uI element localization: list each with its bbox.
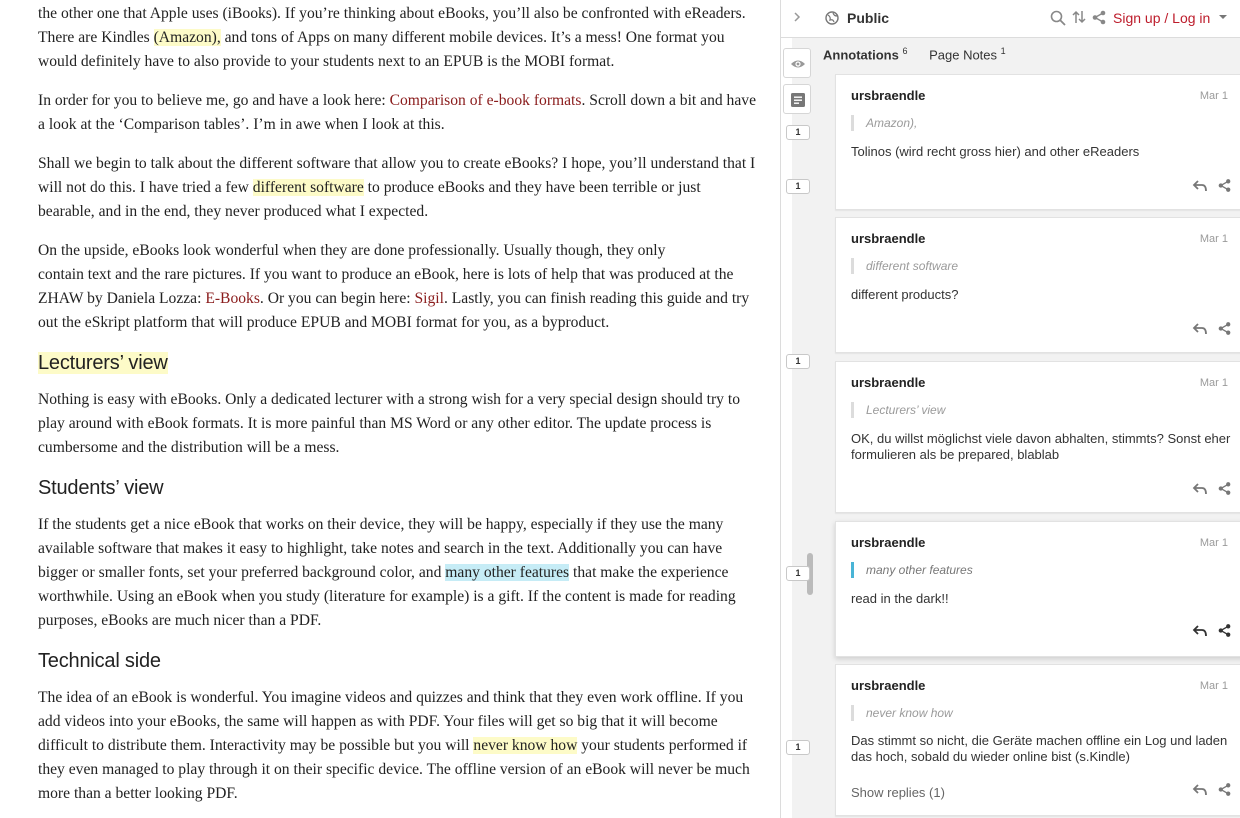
bucket-indicator[interactable]: 1: [786, 125, 810, 140]
annotation-card[interactable]: [835, 217, 1240, 353]
annotation-card[interactable]: [835, 361, 1240, 513]
show-highlights-button[interactable]: [783, 48, 811, 78]
annotation-quote: Amazon),: [851, 115, 917, 131]
share-icon[interactable]: [1092, 10, 1106, 30]
annotation-date[interactable]: Mar 1: [1199, 90, 1228, 102]
highlight[interactable]: never know how: [473, 737, 578, 754]
bucket-indicator[interactable]: 1: [786, 566, 810, 581]
share-icon[interactable]: [1218, 623, 1231, 643]
heading-lecturers: [38, 350, 760, 376]
bucket-indicator[interactable]: 1: [786, 354, 810, 369]
tab-annotations[interactable]: Annotations $^6$: [823, 46, 908, 63]
bucket-rail: [780, 38, 792, 818]
reply-icon[interactable]: [1192, 783, 1208, 802]
annotation-date[interactable]: Mar 1: [1199, 537, 1228, 549]
annotation-card[interactable]: [835, 74, 1240, 210]
sigil-link[interactable]: Sigil: [414, 290, 444, 307]
annotation-body: Das stimmt so nicht, die Geräte machen offline ein Log und laden das hoch, sobald du wieder online bist (s.Kindle): [851, 733, 1228, 764]
annotation-date[interactable]: Mar 1: [1199, 680, 1228, 692]
annotation-user[interactable]: ursbraendle: [851, 535, 926, 550]
share-icon[interactable]: [1218, 481, 1231, 501]
share-icon[interactable]: [1218, 321, 1231, 341]
show-replies-link[interactable]: Show replies (1): [851, 785, 945, 800]
paragraph: The idea of an eBook is wonderful. You imagine videos and quizzes and think that they even work offline. If you add videos into your eBooks, the same will happen as with PDF. Your files will get so big that it will become difficult to distribute them. Interactivity may be possible but you will never know how your students performed if they even managed to play through it on their specific device. The offline version of an eBook will never be much more than a better looking PDF.: [38, 689, 750, 802]
annotation-sidebar: [780, 0, 1240, 818]
annotation-quote: Lecturers’ view: [851, 402, 945, 418]
eye-icon: [790, 56, 806, 72]
annotation-user[interactable]: ursbraendle: [851, 678, 926, 693]
sort-icon[interactable]: [1072, 9, 1086, 30]
reply-icon[interactable]: [1192, 624, 1208, 643]
annotation-date[interactable]: Mar 1: [1199, 233, 1228, 245]
share-icon[interactable]: [1218, 178, 1231, 198]
annotation-body: different products?: [851, 287, 959, 302]
annotation-date[interactable]: Mar 1: [1199, 377, 1228, 389]
annotation-panel: [792, 38, 1240, 818]
new-page-note-button[interactable]: [783, 84, 811, 114]
paragraph: Shall we begin to talk about the different software that allow you to create eBooks? I hope, you’ll understand that I will not do this. I have tried a few different software to produce eBooks and they have been terrible or just bearable, and in the end, they never produced what I expected.: [38, 155, 756, 220]
highlight[interactable]: Lecturers’ view: [38, 352, 168, 374]
login-link[interactable]: Sign up / Log in: [1113, 10, 1211, 26]
annotation-quote: never know how: [851, 705, 953, 721]
bucket-indicator[interactable]: 1: [786, 740, 810, 755]
chevron-down-icon[interactable]: [1219, 15, 1227, 19]
page-note-icon: [790, 92, 806, 108]
sidebar-toolbar: [780, 0, 1240, 38]
heading-technical: Technical side: [38, 650, 161, 672]
annotation-quote: different software: [851, 258, 958, 274]
annotation-body: Tolinos (wird recht gross hier) and other eReaders: [851, 144, 1140, 159]
paragraph: In order for you to believe me, go and have a look here: Comparison of e-book formats. Scroll down a bit and have a look at the ‘Comparison tables’. I’m in awe when I look at this.: [38, 92, 756, 133]
annotation-user[interactable]: ursbraendle: [851, 375, 926, 390]
annotation-body: OK, du willst möglichst viele davon abhalten, stimmts? Sonst eher formulieren als be prepared, blablab: [851, 431, 1231, 462]
paragraph: On the upside, eBooks look wonderful when they are done professionally. Usually though, they only contain text and the rare pictures. If you want to produce an eBook, here is lots of help that was produced at the ZHAW by Daniela Lozza: E-Books. Or you can begin here: Sigil. Lastly, you can finish reading this guide and try out the eSkript platform that will produce EPUB and MOBI format for you, as a byproduct.: [38, 242, 750, 331]
search-icon[interactable]: [1050, 10, 1066, 31]
heading-students: Students’ view: [38, 477, 164, 499]
annotation-card[interactable]: [835, 521, 1240, 657]
annotation-card[interactable]: [835, 664, 1240, 816]
chevron-right-icon[interactable]: [789, 9, 805, 29]
tab-page-notes[interactable]: Page Notes $^1$: [929, 46, 1006, 63]
ebooks-link[interactable]: E-Books: [205, 290, 260, 307]
paragraph: the other one that Apple uses (iBooks). If you’re thinking about eBooks, you’ll also be confronted with eReaders. There are Kindles (Amazon), and tons of Apps on many different mobile devices. It’s a mess! One format you would definitely have to also provide to your students next to an EPUB is the MOBI format.: [38, 5, 746, 70]
annotation-user[interactable]: ursbraendle: [851, 88, 926, 103]
group-selector[interactable]: Public: [847, 10, 890, 26]
annotation-quote: many other features: [851, 562, 973, 578]
annotation-user[interactable]: ursbraendle: [851, 231, 926, 246]
highlight[interactable]: (Amazon),: [153, 29, 221, 46]
reply-icon[interactable]: [1192, 179, 1208, 198]
globe-icon: [825, 11, 839, 25]
comparison-link[interactable]: Comparison of e-book formats: [389, 92, 582, 109]
reply-icon[interactable]: [1192, 482, 1208, 501]
highlight[interactable]: different software: [252, 179, 364, 196]
tab-bar: [823, 46, 1024, 62]
bucket-indicator[interactable]: 1: [786, 179, 810, 194]
paragraph: If the students get a nice eBook that works on their device, they will be happy, especially if they use the many available software that makes it easy to highlight, take notes and search in the text. Additionally you can have bigger or smaller fonts, set your preferred background color, and many other features that make the experience worthwhile. Using an eBook when you study (literature for example) is a gift. If the content is made for reading purposes, eBooks are much nicer than a PDF.: [38, 516, 736, 629]
paragraph: Nothing is easy with eBooks. Only a dedicated lecturer with a strong wish for a very special design should try to play around with eBook formats. It is more painful than MS Word or any other editor. The update process is cumbersome and the distribution will be a mess.: [38, 391, 741, 456]
reply-icon[interactable]: [1192, 322, 1208, 341]
highlight-focused[interactable]: many other features: [445, 564, 570, 581]
share-icon[interactable]: [1218, 782, 1231, 802]
annotation-body: read in the dark!!: [851, 591, 949, 606]
